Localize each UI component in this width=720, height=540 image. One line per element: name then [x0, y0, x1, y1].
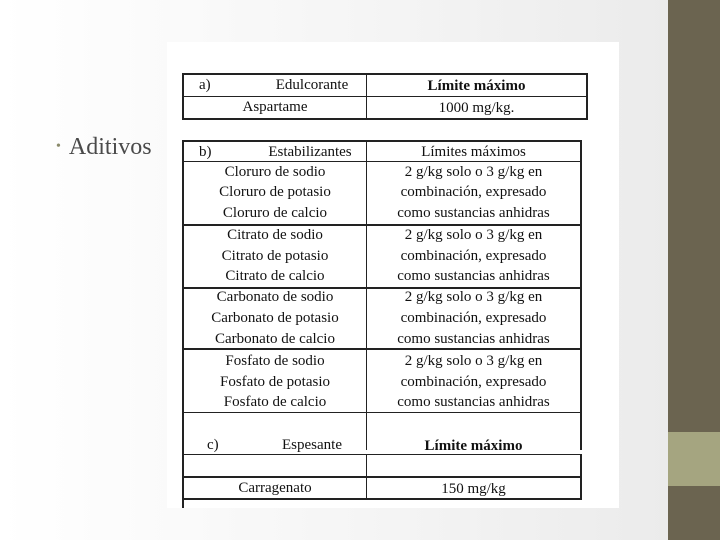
stabilizer-item: Cloruro de sodio	[224, 164, 326, 180]
limit-line: como sustancias anhidras	[397, 268, 550, 284]
limit-line: 2 g/kg solo o 3 g/kg en	[404, 227, 543, 243]
limit-line: como sustancias anhidras	[397, 205, 550, 221]
table-a-header-left: Edulcorante	[275, 77, 349, 93]
limit-line: combinación, expresado	[400, 374, 547, 390]
stabilizer-item: Citrato de potasio	[221, 248, 329, 264]
stabilizer-item: Carbonato de sodio	[216, 289, 334, 305]
limit-line: 2 g/kg solo o 3 g/kg en	[404, 164, 543, 180]
limit-line: como sustancias anhidras	[397, 394, 550, 410]
stabilizer-item: Cloruro de calcio	[222, 205, 328, 221]
table-b-letter: b)	[199, 144, 212, 160]
table-a-letter: a)	[199, 77, 211, 93]
bullet-text: Aditivos	[68, 134, 152, 160]
table-c-header-right: Límite máximo	[424, 438, 523, 454]
stabilizer-item: Carbonato de potasio	[211, 310, 339, 326]
bullet-item	[56, 134, 152, 161]
table-a-row-right: 1000 mg/kg.	[438, 100, 515, 116]
table-c-header-left: Espesante	[282, 437, 342, 453]
table-a-row-left: Aspartame	[242, 99, 308, 115]
sidebar-light-block	[668, 432, 720, 486]
table-c-row-left: Carragenato	[238, 480, 312, 496]
bullet-dot-icon: •	[56, 139, 61, 154]
limit-line: como sustancias anhidras	[397, 331, 550, 347]
table-c-letter: c)	[207, 437, 219, 453]
stabilizer-item: Cloruro de potasio	[219, 184, 331, 200]
sidebar-dark-block	[668, 0, 720, 432]
stabilizer-item: Carbonato de calcio	[215, 331, 335, 347]
table-c-row-right: 150 mg/kg	[441, 481, 506, 497]
limit-line: combinación, expresado	[400, 184, 547, 200]
stabilizer-item: Citrato de sodio	[227, 227, 323, 243]
limit-line: 2 g/kg solo o 3 g/kg en	[404, 353, 543, 369]
stabilizer-item: Fosfato de sodio	[225, 353, 325, 369]
scanned-table-image	[167, 42, 619, 508]
stabilizer-item: Fosfato de calcio	[223, 394, 327, 410]
limit-line: 2 g/kg solo o 3 g/kg en	[404, 289, 543, 305]
table-b-header-left: Estabilizantes	[268, 144, 352, 160]
stabilizer-item: Fosfato de potasio	[220, 374, 330, 390]
sidebar-dark-block-bottom	[668, 486, 720, 540]
limit-line: combinación, expresado	[400, 310, 547, 326]
table-a-header-right: Límite máximo	[427, 78, 526, 94]
stabilizer-item: Citrato de calcio	[225, 268, 325, 284]
limit-line: combinación, expresado	[400, 248, 547, 264]
table-b-header-right: Límites máximos	[421, 144, 526, 160]
